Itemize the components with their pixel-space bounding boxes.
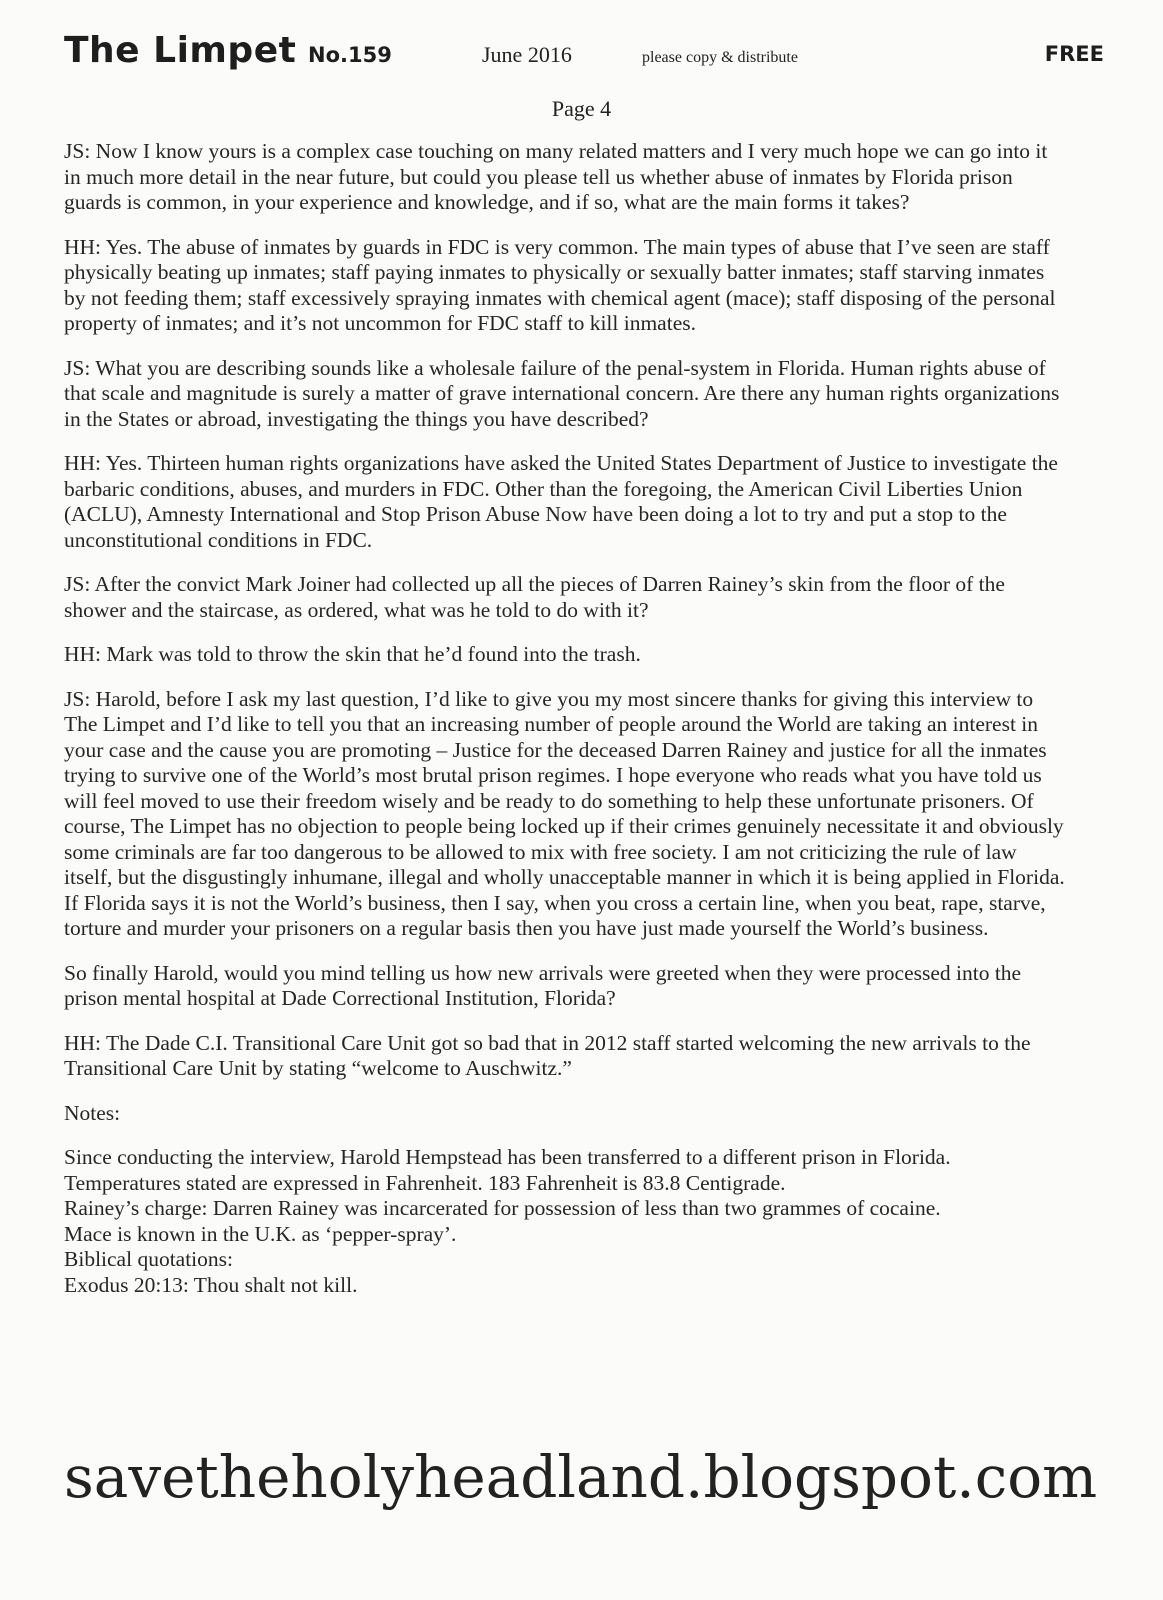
paragraph: JS: What you are describing sounds like a wholesale failure of the penal-system in Florida. Human rights abuse of that scale and magnitude is surely a matter of grave international concern. Are there any human rights organizations in the States or abroad, investigating the things you have described? [64, 355, 1060, 431]
note-line: Biblical quotations: [64, 1247, 233, 1271]
note-line: Temperatures stated are expressed in Fahrenheit. 183 Fahrenheit is 83.8 Centigrade. [64, 1170, 786, 1195]
paragraph: JS: After the convict Mark Joiner had collected up all the pieces of Darren Rainey’s skin from the floor of the shower and the staircase, as ordered, what was he told to do with it? [64, 572, 1005, 622]
note-line: Exodus 20:13: Thou shalt not kill. [64, 1272, 358, 1297]
paragraph: HH: Yes. Thirteen human rights organizations have asked the United States Department of Justice to investigate the barbaric conditions, abuses, and murders in FDC. Other than the foregoing, the American Civil Liberties Union (ACLU), Amnesty International and Stop Prison Abuse Now have been doing a lot to try and put a stop to the unconstitutional conditions in FDC. [64, 451, 1058, 552]
note-line: Since conducting the interview, Harold Hempstead has been transferred to a different prison in Florida. [64, 1145, 951, 1169]
newsletter-title: The Limpet [64, 30, 297, 71]
note-line: Mace is known in the U.K. as ‘pepper-spray’. [64, 1221, 457, 1246]
tagline: please copy & distribute [642, 49, 798, 66]
notes-heading: Notes: [64, 1100, 121, 1125]
article-body [64, 139, 1068, 1298]
footer-website-url: savetheholyheadland.blogspot.com [64, 1443, 1098, 1511]
issue-number: No.159 [308, 43, 392, 67]
paragraph: HH: Mark was told to throw the skin that he’d found into the trash. [64, 642, 641, 666]
note-line: Rainey’s charge: Darren Rainey was incarcerated for possession of less than two grammes of cocaine. [64, 1196, 941, 1220]
paragraph: JS: Now I know yours is a complex case touching on many related matters and I very much hope we can go into it in much more detail in the near future, but could you please tell us whether abuse of inmates by Florida prison guards is common, in your experience and knowledge, and if so, what are the main forms it takes? [64, 139, 1048, 214]
price-label: FREE [1044, 42, 1104, 66]
masthead-bar [64, 30, 1104, 80]
paragraph: JS: Harold, before I ask my last question, I’d like to give you my most sincere thanks for giving this interview to The Limpet and I’d like to tell you that an increasing number of people around the World are taking an interest in your case and the cause you are promoting – Justice for the deceased Darren Rainey and justice for all the inmates trying to survive one of the World’s most brutal prison regimes. I hope everyone who reads what you have told us will feel moved to use their freedom wisely and be ready to do something to help these unfortunate prisoners. Of course, The Limpet has no objection to people being locked up if their crimes genuinely necessitate it and obviously some criminals are far too dangerous to be allowed to mix with free society. I am not criticizing the rule of law itself, but the disgustingly inhumane, illegal and wholly unacceptable manner in which it is being applied in Florida. If Florida says it is not the World’s business, then I say, when you cross a certain line, when you beat, rape, starve, torture and murder your prisoners on a regular basis then you have just made yourself the World’s business. [64, 686, 1065, 940]
page-number: Page 4 [551, 96, 612, 121]
notes-list [64, 1145, 1068, 1298]
issue-date: June 2016 [482, 42, 572, 67]
paragraph: HH: Yes. The abuse of inmates by guards in FDC is very common. The main types of abuse that I’ve seen are staff physically beating up inmates; staff paying inmates to physically or sexually batter inmates; staff starving inmates by not feeding them; staff excessively spraying inmates with chemical agent (mace); staff disposing of the personal property of inmates; and it’s not uncommon for FDC staff to kill inmates. [64, 234, 1056, 335]
paragraph: HH: The Dade C.I. Transitional Care Unit got so bad that in 2012 staff started welcoming the new arrivals to the Transitional Care Unit by stating “welcome to Auschwitz.” [64, 1030, 1031, 1080]
paragraph: So finally Harold, would you mind telling us how new arrivals were greeted when they were processed into the prison mental hospital at Dade Correctional Institution, Florida? [64, 960, 1022, 1010]
